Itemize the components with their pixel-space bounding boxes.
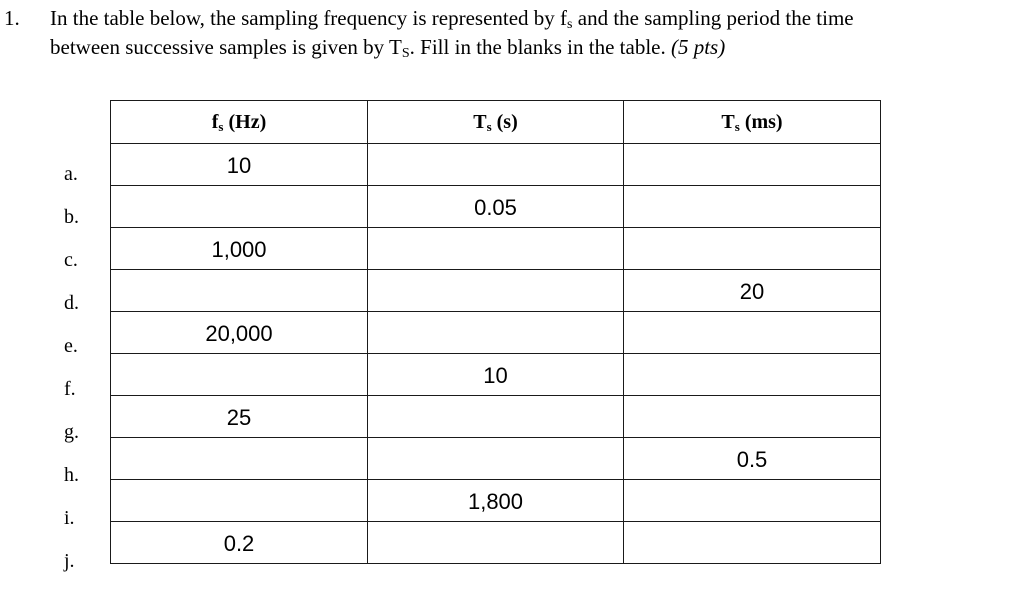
cell-ts-ms[interactable]: 0.5 — [624, 438, 881, 480]
cell-ts-ms[interactable] — [624, 228, 881, 270]
cell-ts-ms[interactable] — [624, 144, 881, 186]
cell-ts-ms[interactable] — [624, 396, 881, 438]
cell-ts-s[interactable] — [368, 270, 624, 312]
header-fs-sub: s — [218, 118, 224, 134]
table-row — [111, 480, 881, 522]
cell-ts-s[interactable]: 10 — [368, 354, 624, 396]
cell-ts-ms[interactable] — [624, 480, 881, 522]
header-ts-s-sub: s — [486, 118, 492, 134]
cell-fs-hz[interactable] — [111, 354, 368, 396]
table-row — [111, 270, 881, 312]
cell-ts-ms[interactable] — [624, 186, 881, 228]
header-fs-hz — [111, 101, 368, 144]
cell-ts-s[interactable] — [368, 312, 624, 354]
cell-ts-s[interactable]: 1,800 — [368, 480, 624, 522]
header-ts-ms-sub: s — [734, 118, 740, 134]
table-row — [111, 312, 881, 354]
header-ts-ms-main: T — [721, 110, 735, 133]
table-row — [111, 396, 881, 438]
table-row — [111, 186, 881, 228]
cell-ts-ms[interactable]: 20 — [624, 270, 881, 312]
question-line1-subscript: s — [567, 17, 573, 32]
row-letter: j. — [64, 550, 75, 572]
header-fs-main: f — [211, 110, 219, 133]
cell-fs-hz[interactable] — [111, 438, 368, 480]
header-ts-s-rest: (s) — [491, 110, 518, 133]
cell-fs-hz[interactable]: 20,000 — [111, 312, 368, 354]
question-text-line-2 — [50, 34, 725, 60]
header-ts-s-main: T — [473, 110, 487, 133]
cell-ts-s[interactable] — [368, 522, 624, 564]
cell-ts-ms[interactable] — [624, 354, 881, 396]
table-row — [111, 438, 881, 480]
question-line1-suffix: and the sampling period the time — [572, 6, 854, 30]
table-row — [111, 522, 881, 564]
header-ts-ms — [624, 101, 881, 144]
table-header — [111, 101, 881, 144]
table-body — [111, 144, 881, 564]
table-row — [111, 354, 881, 396]
table-row — [111, 144, 881, 186]
cell-ts-s[interactable] — [368, 228, 624, 270]
question-number: 1. — [4, 6, 20, 30]
row-letter: b. — [64, 206, 79, 228]
row-letter: h. — [64, 464, 79, 486]
cell-fs-hz[interactable]: 25 — [111, 396, 368, 438]
cell-fs-hz[interactable]: 1,000 — [111, 228, 368, 270]
header-fs-rest: (Hz) — [223, 110, 267, 133]
sampling-table — [110, 100, 881, 564]
row-letter: a. — [64, 163, 78, 185]
cell-ts-s[interactable]: 0.05 — [368, 186, 624, 228]
row-letter: g. — [64, 421, 79, 443]
cell-ts-s[interactable] — [368, 144, 624, 186]
row-letter: e. — [64, 335, 78, 357]
row-letter: c. — [64, 249, 78, 271]
cell-ts-ms[interactable] — [624, 522, 881, 564]
header-ts-ms-rest: (ms) — [739, 110, 783, 133]
row-letter: d. — [64, 292, 79, 314]
cell-ts-s[interactable] — [368, 396, 624, 438]
cell-ts-ms[interactable] — [624, 312, 881, 354]
question-line2-subscript: S — [401, 46, 410, 61]
question-line1-prefix: In the table below, the sampling frequency is represented by f — [50, 6, 568, 30]
header-row — [111, 101, 881, 144]
cell-fs-hz[interactable] — [111, 186, 368, 228]
row-letter: f. — [64, 378, 76, 400]
question-line2-prefix: between successive samples is given by T — [50, 35, 402, 59]
question-points: (5 pts) — [670, 35, 726, 59]
cell-ts-s[interactable] — [368, 438, 624, 480]
cell-fs-hz[interactable]: 10 — [111, 144, 368, 186]
cell-fs-hz[interactable] — [111, 270, 368, 312]
question-text-line-1 — [50, 5, 854, 31]
cell-fs-hz[interactable] — [111, 480, 368, 522]
question-line2-mid: . Fill in the blanks in the table. — [409, 35, 671, 59]
table-row — [111, 228, 881, 270]
header-ts-s — [368, 101, 624, 144]
cell-fs-hz[interactable]: 0.2 — [111, 522, 368, 564]
row-letter: i. — [64, 507, 75, 529]
